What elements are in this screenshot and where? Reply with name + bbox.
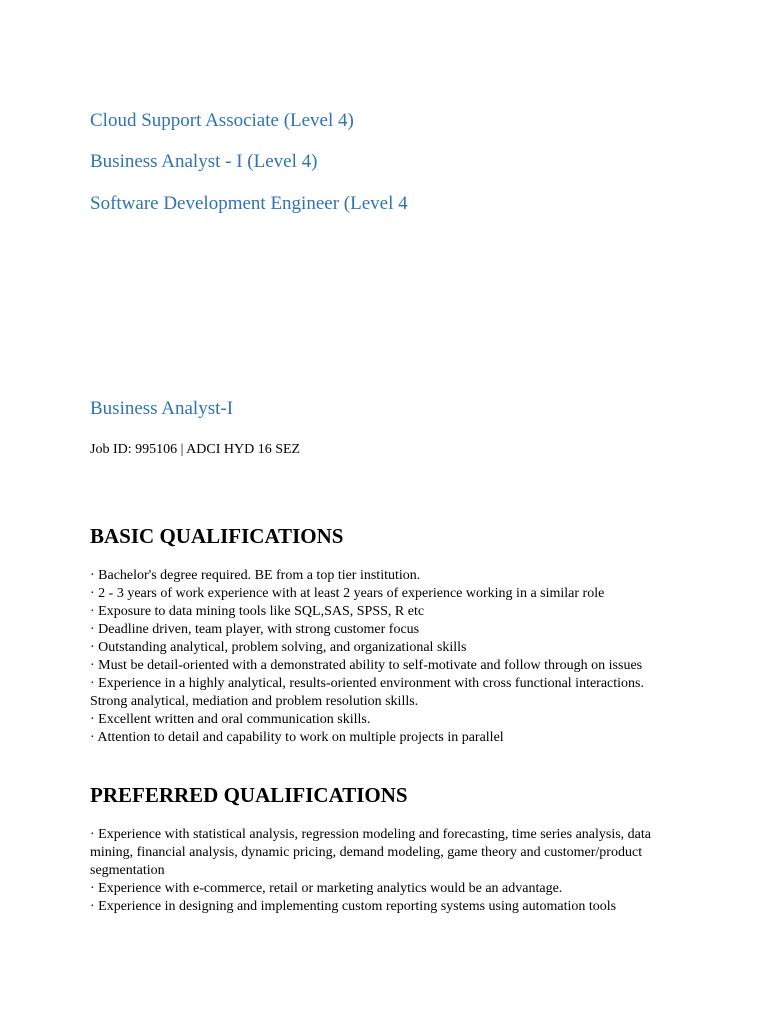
list-item: · 2 - 3 years of work experience with at least 2 years of experience working in a similar role <box>90 586 605 601</box>
list-item: · Bachelor's degree required. BE from a top tier institution. <box>90 568 421 583</box>
list-item: · Experience in designing and implementing custom reporting systems using automation tools <box>90 899 617 914</box>
link-software-development-engineer[interactable]: Software Development Engineer (Level 4 <box>90 193 408 214</box>
list-item: · Attention to detail and capability to work on multiple projects in parallel <box>90 730 504 745</box>
list-item: · Experience with statistical analysis, regression modeling and forecasting, time series analysis, data mining, financial analysis, dynamic pricing, demand modeling, game theory and customer/product segmentation <box>90 827 651 878</box>
basic-qualifications-heading: BASIC QUALIFICATIONS <box>90 524 344 548</box>
job-title-link[interactable]: Business Analyst-I <box>90 398 234 419</box>
list-item: · Outstanding analytical, problem solving, and organizational skills <box>90 640 467 655</box>
link-business-analyst-level-4[interactable]: Business Analyst - I (Level 4) <box>90 151 318 172</box>
list-item: · Must be detail-oriented with a demonstrated ability to self-motivate and follow through on issues <box>90 658 643 673</box>
list-item: · Excellent written and oral communication skills. <box>90 712 371 727</box>
basic-qualifications-list <box>90 567 675 747</box>
list-item: · Exposure to data mining tools like SQL,SAS, SPSS, R etc <box>90 604 425 619</box>
preferred-qualifications-list <box>90 826 675 916</box>
list-item: · Deadline driven, team player, with strong customer focus <box>90 622 420 637</box>
list-item: · Experience with e-commerce, retail or marketing analytics would be an advantage. <box>90 881 563 896</box>
job-id-line: Job ID: 995106 | ADCI HYD 16 SEZ <box>90 442 301 457</box>
link-cloud-support-associate[interactable]: Cloud Support Associate (Level 4) <box>90 110 354 131</box>
preferred-qualifications-heading: PREFERRED QUALIFICATIONS <box>90 783 408 807</box>
list-item: · Experience in a highly analytical, results-oriented environment with cross functional interactions. Strong analytical, mediation and problem resolution skills. <box>90 676 644 709</box>
